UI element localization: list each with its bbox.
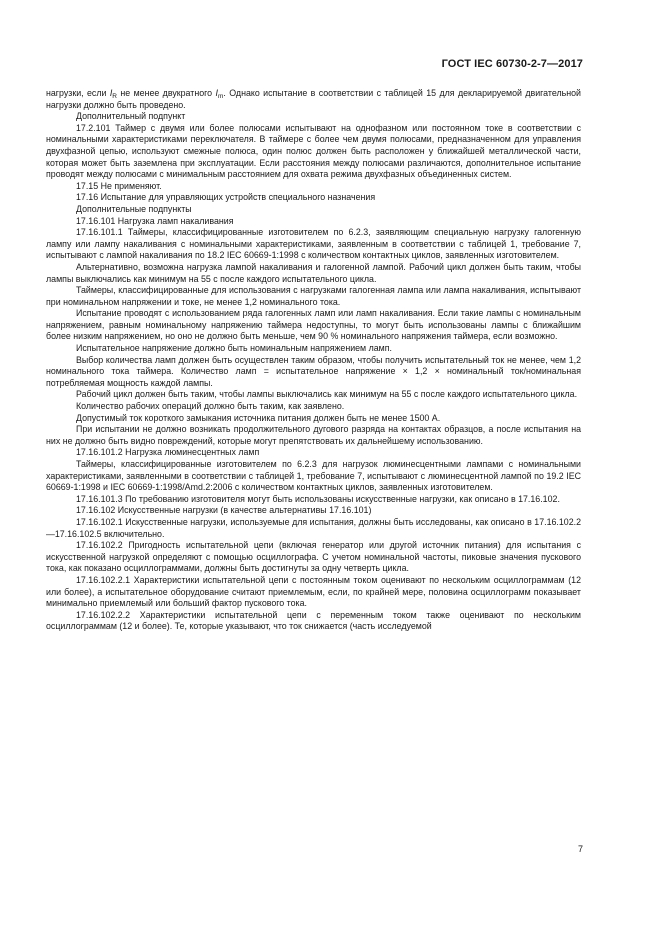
paragraph: 17.15 Не применяют.: [76, 180, 162, 191]
document-code-header: ГОСТ IEC 60730-2-7—2017: [441, 58, 583, 70]
paragraph: Испытательное напряжение должно быть номинальным напряжением ламп.: [76, 343, 392, 354]
paragraph: Допустимый ток короткого замыкания источника питания должен быть не менее 1500 А.: [76, 412, 441, 423]
paragraph: Количество рабочих операций должно быть таким, как заявлено.: [76, 401, 345, 412]
paragraph: 17.16.101.2 Нагрузка люминесцентных ламп: [76, 447, 260, 458]
paragraph: Таймеры, классифицированные изготовителем по 6.2.3 для нагрузок люминесцентными лампами с номинальными характеристиками, заявленными в соответствии с таблицей 1, требование 7, испытывают с люминесцентной лампой по 19.2 IEC 60669-1:1998 и IEC 60669-1:1998/Amd.2:2006 с количеством контактных циклов, заявленных изготовителем.: [46, 459, 581, 493]
paragraph: 17.16 Испытание для управляющих устройств специального назначения: [76, 192, 376, 203]
paragraph: Альтернативно, возможна нагрузка лампой накаливания и галогенной лампой. Рабочий цикл должен быть таким, чтобы лампы выключались как минимум на 55 с после каждого испытательного цикла.: [46, 261, 581, 284]
paragraph: Выбор количества ламп должен быть осуществлен таким образом, чтобы получить испытательный ток не менее, чем 1,2 номинального тока таймера. Количество ламп = испытательное напряжение × 1,2 × номинальный ток/номинальная потребляемая мощность каждой лампы.: [46, 354, 581, 388]
paragraph: 17.2.101 Таймер с двумя или более полюсами испытывают на однофазном или постоянном токе в соответствии с номинальными характеристиками переключателя. В таймере с более чем двумя полюсами, предназначенном для управления двухфазной цепью, используют смежные полюса, один полюс должен быть расположен у ближайшей металлической части, которая может быть заземлена при эксплуатации. Если расстояния между полюсами различаются, дополнительное испытание проводят между полюсами с минимальным расстоянием для охвата режима двухфазных объединенных систем.: [46, 122, 581, 180]
paragraph: 17.16.102.2.1 Характеристики испытательной цепи с постоянным током оценивают по нескольким осциллограммам (12 или более), а испытательное оборудование считают приемлемым, если, по крайней мере, половина осциллограмм показывает минимально приемлемый или больший фактор пускового тока.: [46, 574, 581, 609]
paragraph: Дополнительный подпункт: [76, 111, 186, 122]
paragraph: 17.16.102.2.2 Характеристики испытательной цепи с переменным током также оценивают по нескольким осциллограммам (12 и более). Те, которые указывают, что ток снижается (часть исследуемой: [46, 609, 581, 632]
body-text: [46, 88, 581, 633]
paragraph: нагрузки, если $I_R$ не менее двукратного $I_m$. Однако испытание в соответствии с таблицей 15 для декларируемой двигательной нагрузки должно быть проведено.: [46, 88, 581, 110]
paragraph: Таймеры, классифицированные для использования с нагрузками галогенная лампа или лампа накаливания, испытывают при номинальном напряжении и токе, не менее 1,2 номинального тока.: [46, 285, 581, 307]
paragraph: Дополнительные подпункты: [76, 203, 192, 214]
paragraph: Рабочий цикл должен быть таким, чтобы лампы выключались как минимум на 55 с после каждого испытательного цикла.: [76, 389, 578, 400]
paragraph: 17.16.101 Нагрузка ламп накаливания: [76, 215, 234, 226]
page-number: 7: [577, 844, 583, 854]
paragraph: При испытании не должно возникать продолжительного дугового разряда на контактах образцов, а после испытания на них не должно быть видно повреждений, которые могут препятствовать их дальнейшему использованию.: [46, 424, 581, 446]
paragraph: 17.16.102.2 Пригодность испытательной цепи (включая генератор или другой источник питания) для испытания с искусственной нагрузкой определяют с помощью осциллографа. С учетом номинальной частоты, пиковые значения пускового тока, как показано осциллограммами, должны быть достигнуты за одну четверть цикла.: [46, 540, 581, 574]
paragraph: 17.16.102.1 Искусственные нагрузки, используемые для испытания, должны быть исследованы, как описано в 17.16.102.2 —17.16.102.5 включительно.: [46, 516, 581, 539]
paragraph: 17.16.102 Искусственные нагрузки (в качестве альтернативы 17.16.101): [76, 505, 372, 516]
paragraph: Испытание проводят с использованием ряда галогенных ламп или ламп накаливания. Если такие лампы с номинальным напряжением, равным номинальному напряжению таймера недоступны, то могут быть использованы лампы с ближайшим более низким напряжением, но оно не должно быть меньше, чем 90 % номинального напряжения таймера, если возможно.: [46, 308, 581, 342]
paragraph: 17.16.101.1 Таймеры, классифицированные изготовителем по 6.2.3, заявляющим специальную нагрузку галогенную лампу или лампу накаливания с номинальными характеристиками, заявленным в соответствии с таблицей 1, требование 7, испытывают с лампой накаливания по 18.2 IEC 60669-1:1998 с количеством контактных циклов, заявленных изготовителем.: [46, 227, 581, 261]
paragraph: 17.16.101.3 По требованию изготовителя могут быть использованы искусственные нагрузки, как описано в 17.16.102.: [76, 493, 560, 504]
